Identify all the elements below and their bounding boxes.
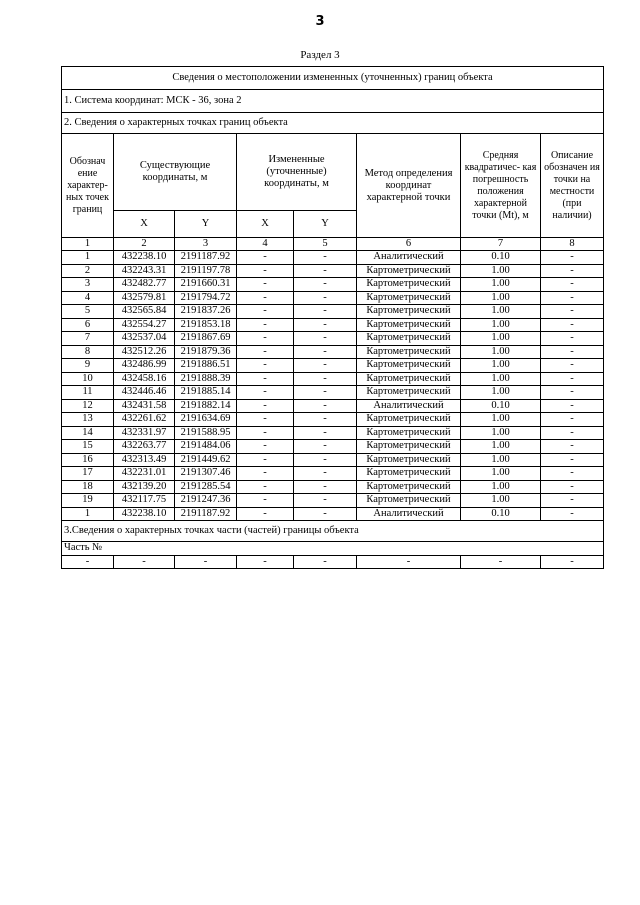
description-cell: - (541, 318, 604, 332)
changed-x-cell: - (237, 305, 294, 319)
existing-y-cell: 2191794.72 (175, 291, 237, 305)
point-id-cell: 16 (62, 453, 114, 467)
description-cell: - (541, 359, 604, 373)
column-number: 6 (357, 238, 461, 251)
point-id-cell: 1 (62, 251, 114, 265)
changed-x-cell: - (237, 291, 294, 305)
method-cell: Картометрический (357, 467, 461, 481)
changed-x-cell: - (237, 440, 294, 454)
changed-x-cell: - (237, 399, 294, 413)
changed-y-cell: - (294, 413, 357, 427)
precision-cell: 1.00 (461, 413, 541, 427)
existing-x-cell: 432565.84 (114, 305, 175, 319)
precision-cell: 1.00 (461, 264, 541, 278)
point-id-cell: 13 (62, 413, 114, 427)
changed-x-cell: - (237, 426, 294, 440)
precision-cell: 0.10 (461, 399, 541, 413)
precision-cell: 1.00 (461, 278, 541, 292)
part-cell: - (62, 555, 114, 569)
method-cell: Картометрический (357, 413, 461, 427)
changed-x-cell: - (237, 386, 294, 400)
existing-y-cell: 2191882.14 (175, 399, 237, 413)
changed-y-cell: - (294, 251, 357, 265)
description-cell: - (541, 386, 604, 400)
precision-cell: 1.00 (461, 372, 541, 386)
changed-y-cell: - (294, 480, 357, 494)
existing-y-cell: 2191660.31 (175, 278, 237, 292)
header-method: Метод определения координат характерной точки (357, 134, 461, 238)
method-cell: Картометрический (357, 494, 461, 508)
description-cell: - (541, 413, 604, 427)
existing-y-cell: 2191886.51 (175, 359, 237, 373)
precision-cell: 1.00 (461, 494, 541, 508)
existing-y-cell: 2191197.78 (175, 264, 237, 278)
method-cell: Аналитический (357, 399, 461, 413)
part-cell: - (114, 555, 175, 569)
column-number: 2 (114, 238, 175, 251)
description-cell: - (541, 467, 604, 481)
description-cell: - (541, 480, 604, 494)
point-id-cell: 6 (62, 318, 114, 332)
method-cell: Картометрический (357, 386, 461, 400)
existing-y-cell: 2191187.92 (175, 507, 237, 521)
existing-x-cell: 432238.10 (114, 507, 175, 521)
table-row (62, 264, 604, 278)
header-y-existing: Y (175, 211, 237, 238)
table-row (62, 413, 604, 427)
existing-y-cell: 2191187.92 (175, 251, 237, 265)
part-cell: - (294, 555, 357, 569)
changed-y-cell: - (294, 305, 357, 319)
existing-x-cell: 432261.62 (114, 413, 175, 427)
table-row (62, 555, 604, 569)
existing-y-cell: 2191307.46 (175, 467, 237, 481)
description-cell: - (541, 345, 604, 359)
changed-x-cell: - (237, 372, 294, 386)
existing-x-cell: 432313.49 (114, 453, 175, 467)
table-row (62, 507, 604, 521)
existing-x-cell: 432331.97 (114, 426, 175, 440)
existing-x-cell: 432263.77 (114, 440, 175, 454)
table-row (62, 467, 604, 481)
header-precision: Средняя квадратичес- кая погрешность положения характерной точки (Mt), м (461, 134, 541, 238)
column-number-row (62, 238, 604, 251)
table-row (62, 440, 604, 454)
point-id-cell: 5 (62, 305, 114, 319)
method-cell: Картометрический (357, 480, 461, 494)
point-id-cell: 1 (62, 507, 114, 521)
existing-y-cell: 2191247.36 (175, 494, 237, 508)
existing-x-cell: 432117.75 (114, 494, 175, 508)
point-id-cell: 14 (62, 426, 114, 440)
header-description: Описание обозначен ия точки на местности (при наличии) (541, 134, 604, 238)
changed-y-cell: - (294, 318, 357, 332)
point-id-cell: 7 (62, 332, 114, 346)
changed-y-cell: - (294, 399, 357, 413)
point-id-cell: 10 (62, 372, 114, 386)
changed-y-cell: - (294, 467, 357, 481)
changed-x-cell: - (237, 480, 294, 494)
changed-y-cell: - (294, 359, 357, 373)
header-x-changed: X (237, 211, 294, 238)
table-row (62, 251, 604, 265)
description-cell: - (541, 507, 604, 521)
existing-y-cell: 2191853.18 (175, 318, 237, 332)
existing-y-cell: 2191888.39 (175, 372, 237, 386)
table-row (62, 305, 604, 319)
existing-x-cell: 432537.04 (114, 332, 175, 346)
page-number: 3 (315, 14, 325, 29)
method-cell: Картометрический (357, 345, 461, 359)
existing-y-cell: 2191484.06 (175, 440, 237, 454)
precision-cell: 1.00 (461, 318, 541, 332)
part-section-title: 3.Сведения о характерных точках части (частей) границы объекта (62, 521, 604, 542)
changed-y-cell: - (294, 386, 357, 400)
method-cell: Картометрический (357, 291, 461, 305)
description-cell: - (541, 426, 604, 440)
changed-x-cell: - (237, 278, 294, 292)
table-row (62, 386, 604, 400)
existing-y-cell: 2191588.95 (175, 426, 237, 440)
points-section-title: 2. Сведения о характерных точках границ объекта (62, 113, 604, 134)
changed-y-cell: - (294, 332, 357, 346)
changed-y-cell: - (294, 507, 357, 521)
table-row (62, 318, 604, 332)
point-id-cell: 2 (62, 264, 114, 278)
existing-y-cell: 2191285.54 (175, 480, 237, 494)
column-number: 1 (62, 238, 114, 251)
precision-cell: 1.00 (461, 291, 541, 305)
existing-x-cell: 432243.31 (114, 264, 175, 278)
precision-cell: 1.00 (461, 467, 541, 481)
existing-x-cell: 432579.81 (114, 291, 175, 305)
changed-x-cell: - (237, 507, 294, 521)
existing-y-cell: 2191837.26 (175, 305, 237, 319)
description-cell: - (541, 399, 604, 413)
changed-y-cell: - (294, 291, 357, 305)
part-cell: - (175, 555, 237, 569)
existing-x-cell: 432446.46 (114, 386, 175, 400)
existing-y-cell: 2191879.36 (175, 345, 237, 359)
changed-y-cell: - (294, 453, 357, 467)
part-cell: - (541, 555, 604, 569)
description-cell: - (541, 494, 604, 508)
description-cell: - (541, 251, 604, 265)
table-row (62, 291, 604, 305)
table-row (62, 426, 604, 440)
description-cell: - (541, 305, 604, 319)
precision-cell: 1.00 (461, 386, 541, 400)
description-cell: - (541, 453, 604, 467)
section-label: Раздел 3 (300, 49, 340, 61)
table-row (62, 480, 604, 494)
existing-x-cell: 432554.27 (114, 318, 175, 332)
column-number: 7 (461, 238, 541, 251)
table-row (62, 494, 604, 508)
point-id-cell: 12 (62, 399, 114, 413)
column-number: 8 (541, 238, 604, 251)
part-cell: - (461, 555, 541, 569)
description-cell: - (541, 291, 604, 305)
changed-y-cell: - (294, 494, 357, 508)
precision-cell: 1.00 (461, 305, 541, 319)
method-cell: Аналитический (357, 251, 461, 265)
changed-x-cell: - (237, 467, 294, 481)
table-row (62, 399, 604, 413)
part-cell: - (237, 555, 294, 569)
precision-cell: 1.00 (461, 359, 541, 373)
description-cell: - (541, 278, 604, 292)
changed-y-cell: - (294, 426, 357, 440)
precision-cell: 1.00 (461, 332, 541, 346)
point-id-cell: 18 (62, 480, 114, 494)
header-changed-coords: Измененные (уточненные) координаты, м (237, 134, 357, 211)
changed-x-cell: - (237, 453, 294, 467)
table-row (62, 372, 604, 386)
coord-system: 1. Система координат: МСК - 36, зона 2 (62, 90, 604, 113)
existing-x-cell: 432231.01 (114, 467, 175, 481)
changed-x-cell: - (237, 264, 294, 278)
changed-x-cell: - (237, 359, 294, 373)
changed-y-cell: - (294, 345, 357, 359)
precision-cell: 1.00 (461, 440, 541, 454)
existing-x-cell: 432512.26 (114, 345, 175, 359)
method-cell: Картометрический (357, 264, 461, 278)
header-designation: Обознач ение характер- ных точек границ (62, 134, 114, 238)
existing-x-cell: 432431.58 (114, 399, 175, 413)
column-number: 3 (175, 238, 237, 251)
changed-y-cell: - (294, 440, 357, 454)
boundary-table (61, 66, 604, 569)
existing-x-cell: 432486.99 (114, 359, 175, 373)
changed-x-cell: - (237, 251, 294, 265)
existing-x-cell: 432482.77 (114, 278, 175, 292)
changed-x-cell: - (237, 318, 294, 332)
table-row (62, 345, 604, 359)
point-id-cell: 9 (62, 359, 114, 373)
precision-cell: 1.00 (461, 453, 541, 467)
changed-x-cell: - (237, 332, 294, 346)
existing-y-cell: 2191634.69 (175, 413, 237, 427)
header-existing-coords: Существующие координаты, м (114, 134, 237, 211)
point-id-cell: 3 (62, 278, 114, 292)
method-cell: Картометрический (357, 453, 461, 467)
description-cell: - (541, 264, 604, 278)
precision-cell: 1.00 (461, 345, 541, 359)
point-id-cell: 11 (62, 386, 114, 400)
point-id-cell: 4 (62, 291, 114, 305)
precision-cell: 1.00 (461, 480, 541, 494)
header-x-existing: X (114, 211, 175, 238)
point-id-cell: 8 (62, 345, 114, 359)
method-cell: Картометрический (357, 426, 461, 440)
column-number: 4 (237, 238, 294, 251)
header-y-changed: Y (294, 211, 357, 238)
description-cell: - (541, 440, 604, 454)
column-number: 5 (294, 238, 357, 251)
precision-cell: 0.10 (461, 507, 541, 521)
existing-x-cell: 432458.16 (114, 372, 175, 386)
method-cell: Картометрический (357, 359, 461, 373)
changed-y-cell: - (294, 372, 357, 386)
part-cell: - (357, 555, 461, 569)
method-cell: Картометрический (357, 332, 461, 346)
method-cell: Картометрический (357, 440, 461, 454)
description-cell: - (541, 372, 604, 386)
changed-y-cell: - (294, 264, 357, 278)
method-cell: Картометрический (357, 278, 461, 292)
existing-y-cell: 2191867.69 (175, 332, 237, 346)
existing-x-cell: 432238.10 (114, 251, 175, 265)
table-row (62, 332, 604, 346)
method-cell: Картометрический (357, 372, 461, 386)
method-cell: Картометрический (357, 305, 461, 319)
changed-x-cell: - (237, 494, 294, 508)
part-number-label: Часть № (62, 542, 604, 556)
point-id-cell: 19 (62, 494, 114, 508)
precision-cell: 0.10 (461, 251, 541, 265)
table-row (62, 359, 604, 373)
existing-y-cell: 2191449.62 (175, 453, 237, 467)
existing-y-cell: 2191885.14 (175, 386, 237, 400)
point-id-cell: 17 (62, 467, 114, 481)
method-cell: Аналитический (357, 507, 461, 521)
description-cell: - (541, 332, 604, 346)
table-row (62, 453, 604, 467)
method-cell: Картометрический (357, 318, 461, 332)
table-title: Сведения о местоположении измененных (уточненных) границ объекта (62, 67, 604, 90)
changed-y-cell: - (294, 278, 357, 292)
table-row (62, 278, 604, 292)
existing-x-cell: 432139.20 (114, 480, 175, 494)
precision-cell: 1.00 (461, 426, 541, 440)
changed-x-cell: - (237, 345, 294, 359)
changed-x-cell: - (237, 413, 294, 427)
point-id-cell: 15 (62, 440, 114, 454)
